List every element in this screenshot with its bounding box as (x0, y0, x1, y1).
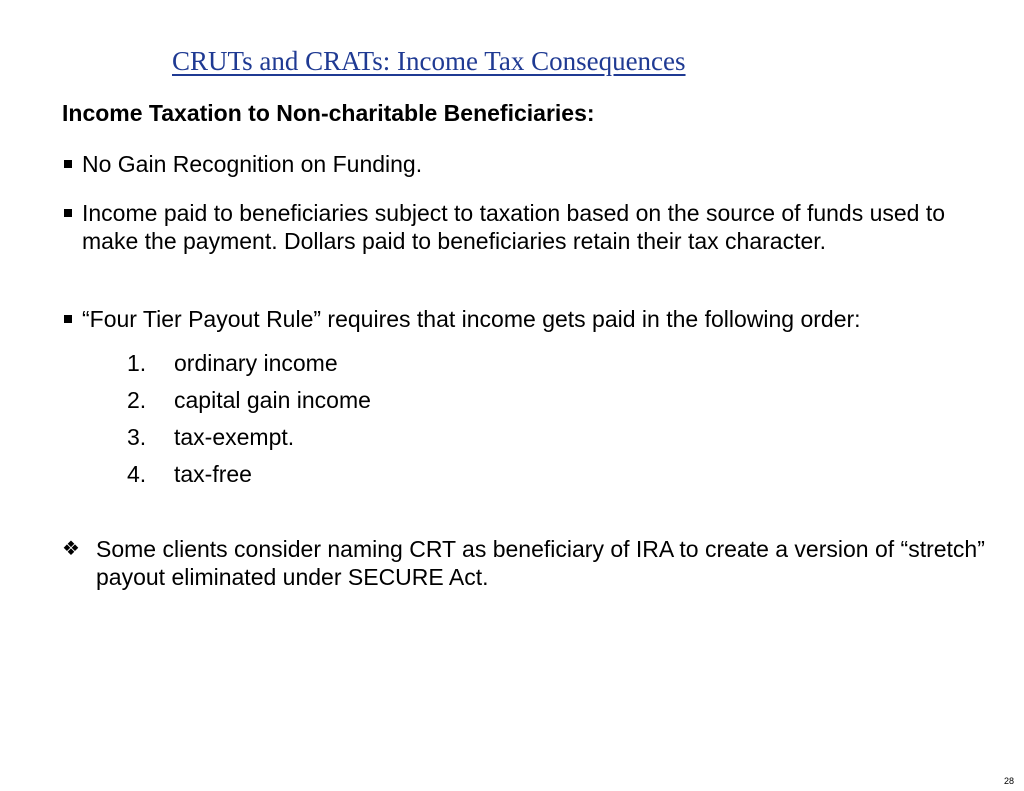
bullet-item (62, 305, 982, 333)
tier-item (127, 386, 371, 423)
bullet-item (62, 199, 982, 255)
bullet-text: No Gain Recognition on Funding. (82, 151, 423, 177)
tier-number: 4. (127, 461, 147, 487)
diamond-bullet-icon: ❖ (62, 538, 80, 560)
tier-label: ordinary income (174, 350, 338, 376)
tier-label: capital gain income (174, 387, 371, 413)
note-text: Some clients consider naming CRT as beneficiary of IRA to create a version of “stretch” payout eliminated under SECURE Act. (96, 536, 985, 590)
note-item (62, 535, 1012, 591)
tier-label: tax-exempt. (174, 424, 295, 450)
tier-item (127, 460, 371, 497)
page-number: 28 (1004, 776, 1015, 786)
tier-label: tax-free (174, 461, 252, 487)
bullet-text: “Four Tier Payout Rule” requires that income gets paid in the following order: (82, 306, 861, 332)
bullet-item (62, 150, 982, 178)
tier-number: 2. (127, 387, 147, 413)
bullet-text: Income paid to beneficiaries subject to taxation based on the source of funds used to make the payment. Dollars paid to beneficiaries retain their tax character. (82, 200, 946, 254)
tier-item (127, 423, 371, 460)
tier-item (127, 349, 371, 386)
tier-list (127, 349, 371, 497)
tier-number: 3. (127, 424, 147, 450)
slide-title: CRUTs and CRATs: Income Tax Consequences (172, 46, 686, 76)
section-heading: Income Taxation to Non-charitable Beneficiaries: (62, 100, 595, 126)
tier-number: 1. (127, 350, 147, 376)
